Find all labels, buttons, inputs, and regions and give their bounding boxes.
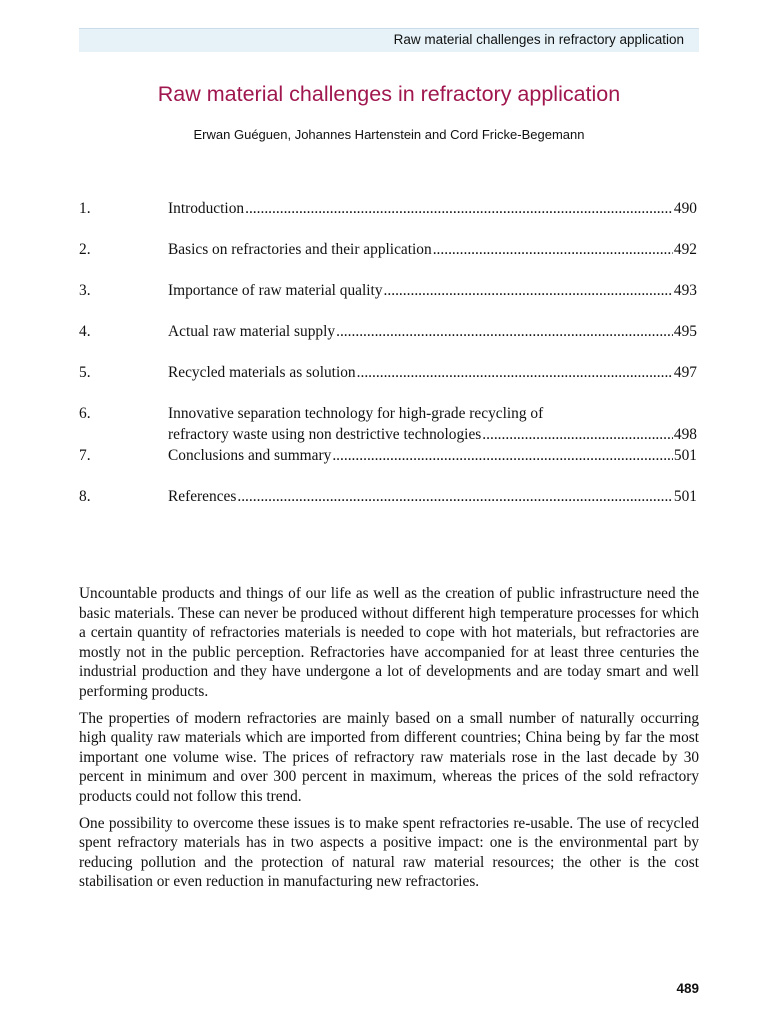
toc-entry[interactable] <box>79 486 697 507</box>
toc-leader-dots <box>245 198 673 219</box>
toc-number: 7. <box>79 447 91 464</box>
toc-number: 4. <box>79 323 91 340</box>
toc-leader-dots <box>433 239 673 260</box>
article-title: Raw material challenges in refractory application <box>157 82 621 106</box>
toc-number: 1. <box>79 200 91 217</box>
toc-title: Introduction <box>168 200 245 217</box>
page-number: 489 <box>676 981 699 996</box>
toc-title: Importance of raw material quality <box>168 282 383 299</box>
toc-leader-dots <box>357 362 673 383</box>
toc-number: 2. <box>79 241 91 258</box>
toc-leader-dots <box>336 321 673 342</box>
toc-page: 495 <box>673 323 697 340</box>
body-text <box>79 584 699 899</box>
toc-page: 490 <box>673 200 697 217</box>
toc-page: 493 <box>673 282 697 299</box>
toc-entry[interactable] <box>79 403 697 445</box>
toc-number: 5. <box>79 364 91 381</box>
toc-title: Basics on refractories and their application <box>168 241 432 258</box>
toc-page: 497 <box>673 364 697 381</box>
running-header-title: Raw material challenges in refractory application <box>393 32 684 47</box>
toc-title: Actual raw material supply <box>168 323 336 340</box>
toc-number: 6. <box>79 405 91 422</box>
toc-entry[interactable] <box>79 239 697 260</box>
toc-title-continued: refractory waste using non destrictive technologies <box>168 426 482 443</box>
toc-page: 501 <box>673 447 697 464</box>
toc-leader-dots <box>332 445 673 466</box>
table-of-contents <box>79 198 697 505</box>
toc-leader-dots <box>237 486 673 507</box>
paragraph: The properties of modern refractories are mainly based on a small number of naturally occurring high quality raw materials which are imported from different countries; China being by far the most important one volume wise. The prices of refractory raw materials rose in the last decade by 30 percent in minimum and over 300 percent in maximum, whereas the prices of the sold refractory products could not follow this trend. <box>79 709 699 805</box>
authors: Erwan Guéguen, Johannes Hartenstein and Cord Fricke-Begemann <box>193 127 585 142</box>
running-header <box>79 28 699 52</box>
paragraph: Uncountable products and things of our life as well as the creation of public infrastructure need the basic materials. These can never be produced without different high temperature processes for which a certain quantity of refractories materials is needed to cope with hot materials, but refractories are mostly not in the public perception. Refractories have accompanied for at least three centuries the industrial production and they have undergone a lot of developments and are today smart and well performing products. <box>79 585 699 700</box>
toc-entry[interactable] <box>79 445 697 466</box>
toc-entry[interactable] <box>79 321 697 342</box>
toc-number: 3. <box>79 282 91 299</box>
toc-entry[interactable] <box>79 280 697 301</box>
toc-leader-dots <box>384 280 673 301</box>
toc-number: 8. <box>79 488 91 505</box>
toc-page: 501 <box>673 488 697 505</box>
toc-page: 498 <box>673 426 697 443</box>
toc-entry[interactable] <box>79 362 697 383</box>
toc-title: Conclusions and summary <box>168 447 332 464</box>
toc-entry[interactable] <box>79 198 697 219</box>
toc-title: Innovative separation technology for high-grade recycling of <box>168 405 544 422</box>
toc-title: Recycled materials as solution <box>168 364 356 381</box>
paragraph: One possibility to overcome these issues is to make spent refractories re-usable. The use of recycled spent refractory materials has in two aspects a positive impact: one is the environmental part by reducing pollution and the protection of natural raw material resources; the other is the cost stabilisation or even reduction in manufacturing new refractories. <box>79 814 699 891</box>
toc-title: References <box>168 488 237 505</box>
toc-page: 492 <box>673 241 697 258</box>
toc-leader-dots <box>482 424 673 445</box>
